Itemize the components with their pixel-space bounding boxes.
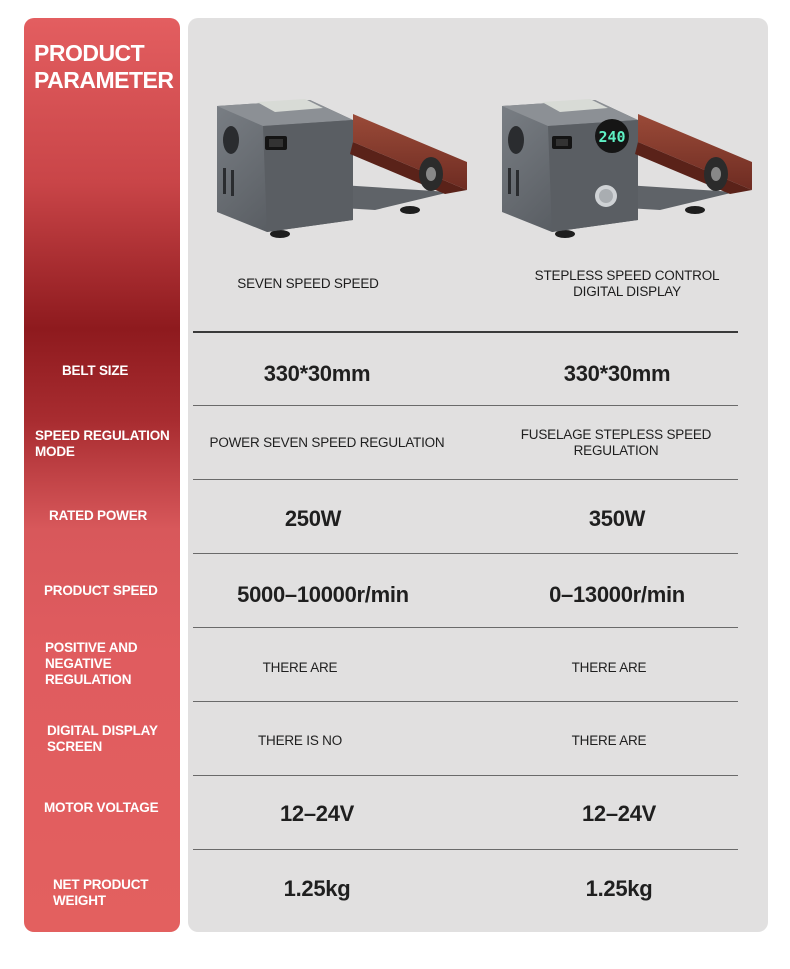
caption-line: SEVEN SPEED SPEED <box>237 276 379 291</box>
rated-power-value-1: 250W <box>284 506 342 531</box>
product-2-caption <box>512 268 742 300</box>
motor-voltage-value-1: 12–24V <box>279 801 355 826</box>
product-speed-value-2: 0–13000r/min <box>549 582 685 607</box>
belt-sander-seven-speed-image <box>205 92 485 242</box>
positive-negative-value-1: THERE ARE <box>262 660 338 675</box>
digital-display-readout: 240 <box>598 128 626 146</box>
product-speed-value-1: 5000–10000r/min <box>237 582 409 607</box>
label-product-speed <box>44 583 158 599</box>
belt-size-value-2: 330*30mm <box>563 361 671 386</box>
cell-line: POWER SEVEN SPEED REGULATION <box>209 435 445 450</box>
label-line: SPEED REGULATION <box>35 428 170 443</box>
label-motor-voltage <box>44 800 158 816</box>
speed-regulation-value-1 <box>197 435 457 451</box>
caption-line: DIGITAL DISPLAY <box>573 284 681 299</box>
belt-size-value-1: 330*30mm <box>263 361 371 386</box>
product-1-caption <box>208 276 408 292</box>
label-line: MODE <box>35 444 75 459</box>
digital-display-value-1: THERE IS NO <box>257 733 343 748</box>
label-line: WEIGHT <box>53 893 106 908</box>
label-positive-negative-regulation <box>45 640 137 688</box>
speed-regulation-value-2 <box>496 427 736 459</box>
net-weight-value-2: 1.25kg <box>585 876 653 901</box>
caption-line: STEPLESS SPEED CONTROL <box>534 268 720 283</box>
row-divider <box>193 701 738 702</box>
row-divider <box>193 849 738 850</box>
page-title <box>34 40 180 94</box>
label-speed-regulation-mode <box>35 428 170 460</box>
row-divider <box>193 775 738 776</box>
label-line: RATED POWER <box>49 508 148 523</box>
label-line: PRODUCT SPEED <box>44 583 158 598</box>
parameter-label-panel <box>24 18 180 932</box>
label-line: SCREEN <box>47 739 103 754</box>
label-line: BELT SIZE <box>62 363 129 378</box>
row-divider <box>193 553 738 554</box>
label-line: DIGITAL DISPLAY <box>47 723 158 738</box>
title-line-1: PRODUCT <box>34 40 145 66</box>
label-net-product-weight <box>53 877 148 909</box>
row-divider <box>193 627 738 628</box>
positive-negative-value-2: THERE ARE <box>571 660 647 675</box>
cell-line: REGULATION <box>573 443 659 458</box>
motor-voltage-value-2: 12–24V <box>581 801 657 826</box>
net-weight-value-1: 1.25kg <box>283 876 351 901</box>
label-belt-size <box>62 363 128 379</box>
label-line: REGULATION <box>45 672 132 687</box>
digital-display-value-2: THERE ARE <box>571 733 647 748</box>
belt-sander-digital-display-image <box>490 92 770 242</box>
title-line-2: PARAMETER <box>34 67 174 93</box>
label-line: NEGATIVE <box>45 656 112 671</box>
row-divider <box>193 479 738 480</box>
cell-line: FUSELAGE STEPLESS SPEED <box>520 427 712 442</box>
header-divider <box>193 331 738 333</box>
row-divider <box>193 405 738 406</box>
label-rated-power <box>49 508 147 524</box>
rated-power-value-2: 350W <box>588 506 646 531</box>
label-line: POSITIVE AND <box>45 640 138 655</box>
label-digital-display-screen <box>47 723 158 755</box>
label-line: NET PRODUCT <box>53 877 149 892</box>
label-line: MOTOR VOLTAGE <box>44 800 159 815</box>
